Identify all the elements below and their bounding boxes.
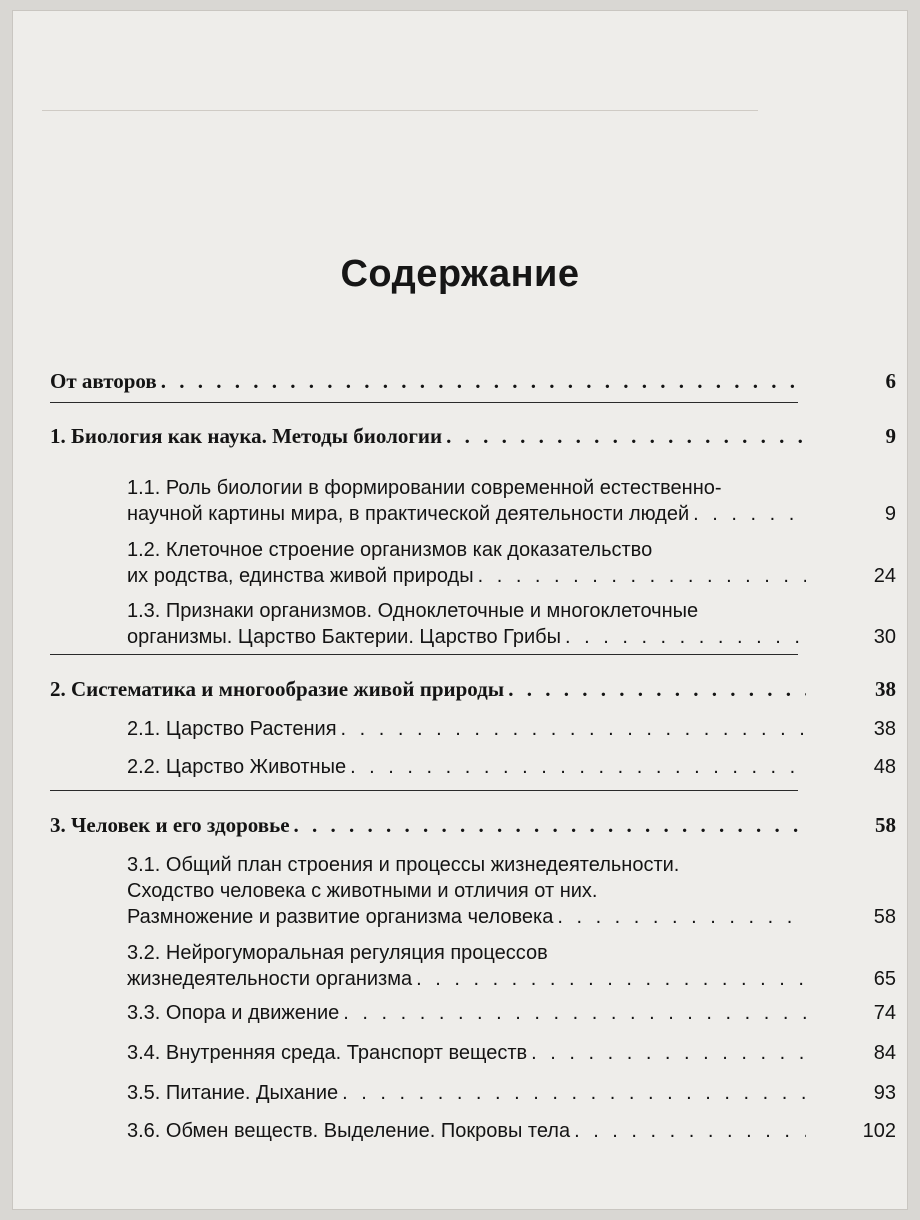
toc-page-number: 38 — [873, 718, 896, 740]
toc-entry-line — [127, 904, 806, 930]
toc-page-number: 58 — [875, 813, 896, 837]
dot-leader — [474, 563, 806, 589]
toc-entry-line — [127, 966, 806, 992]
dot-leader — [442, 423, 806, 449]
toc-entry-title: Размножение и развитие организма человека — [127, 906, 554, 928]
dot-leader — [339, 1000, 806, 1026]
toc-page-number: 38 — [875, 677, 896, 701]
toc-page-number: 9 — [885, 424, 896, 448]
toc-section-entry[interactable] — [50, 423, 896, 449]
dot-leader — [561, 624, 806, 650]
toc-entry-title: 1. Биология как наука. Методы биологии — [50, 424, 443, 448]
dot-leader — [504, 676, 806, 702]
toc-subsection-entry[interactable] — [127, 1040, 896, 1066]
toc-subsection-entry[interactable] — [127, 598, 896, 650]
toc-subsection-entry[interactable] — [127, 940, 896, 992]
toc-subsection-entry[interactable] — [127, 1080, 896, 1106]
dot-leader — [570, 1118, 806, 1144]
section-divider — [50, 654, 798, 655]
toc-entry-line — [127, 475, 806, 501]
toc-page-number: 65 — [873, 968, 896, 990]
toc-entry-title: 1.3. Признаки организмов. Одноклеточные и многоклеточные — [127, 600, 699, 622]
toc-entry-title: От авторов — [50, 369, 157, 393]
toc-section-entry[interactable] — [50, 676, 896, 702]
toc-page-number: 102 — [862, 1120, 896, 1142]
toc-page-number: 48 — [873, 756, 896, 778]
toc-entry-line — [127, 878, 806, 904]
toc-subsection-entry[interactable] — [127, 716, 896, 742]
dot-leader — [527, 1040, 806, 1066]
toc-entry-line — [127, 624, 806, 650]
toc-entry-line — [127, 537, 806, 563]
toc-page-number: 58 — [873, 906, 896, 928]
toc-entry-title: научной картины мира, в практической деятельности людей — [127, 503, 690, 525]
dot-leader — [689, 501, 806, 527]
toc-entry-line — [127, 940, 806, 966]
toc-subsection-entry[interactable] — [127, 537, 896, 589]
section-divider — [50, 402, 798, 403]
toc-entry-line — [127, 1000, 806, 1026]
toc-entry-title: жизнедеятельности организма — [127, 968, 413, 990]
dot-leader — [337, 716, 806, 742]
toc-entry-title: 3.1. Общий план строения и процессы жизнедеятельности. — [127, 854, 680, 876]
toc-page-number: 30 — [873, 626, 896, 648]
dot-leader — [157, 368, 806, 394]
toc-subsection-entry[interactable] — [127, 475, 896, 527]
toc-entry-line — [127, 716, 806, 742]
page-title: Содержание — [340, 253, 580, 295]
toc-entry-title: 2. Систематика и многообразие живой природы — [50, 677, 505, 701]
toc-section-entry[interactable] — [50, 812, 896, 838]
toc-entry-line — [50, 812, 806, 838]
toc-entry-title: 3. Человек и его здоровье — [50, 813, 290, 837]
toc-entry-title: 3.4. Внутренняя среда. Транспорт веществ — [127, 1042, 528, 1064]
toc-entry-title: организмы. Царство Бактерии. Царство Грибы — [127, 626, 561, 648]
dot-leader — [338, 1080, 806, 1106]
toc-entry-line — [50, 423, 806, 449]
section-divider — [50, 790, 798, 791]
toc-entry-title: их родства, единства живой природы — [127, 565, 474, 587]
toc-entry-line — [127, 852, 806, 878]
toc-entry-title: 3.6. Обмен веществ. Выделение. Покровы тела — [127, 1120, 571, 1142]
dot-leader — [290, 812, 806, 838]
toc-page-number: 24 — [873, 565, 896, 587]
toc-subsection-entry[interactable] — [127, 1000, 896, 1026]
toc-entry-title: 1.2. Клеточное строение организмов как доказательство — [127, 539, 653, 561]
dot-leader — [412, 966, 806, 992]
toc-entry-line — [50, 676, 806, 702]
toc-entry-line — [50, 368, 806, 394]
toc-subsection-entry[interactable] — [127, 852, 896, 930]
toc-entry-title: Сходство человека с животными и отличия от них. — [127, 880, 598, 902]
dot-leader — [346, 754, 806, 780]
toc-entry-line — [127, 1118, 806, 1144]
toc-page-number: 93 — [873, 1082, 896, 1104]
toc-entry-line — [127, 598, 806, 624]
toc-entry-title: 2.1. Царство Растения — [127, 718, 337, 740]
toc-subsection-entry[interactable] — [127, 754, 896, 780]
table-of-contents — [12, 10, 908, 1210]
toc-entry-title: 3.5. Питание. Дыхание — [127, 1082, 339, 1104]
toc-entry-line — [127, 501, 806, 527]
toc-entry-title: 3.3. Опора и движение — [127, 1002, 340, 1024]
toc-section-entry[interactable] — [50, 368, 896, 394]
dot-leader — [553, 904, 806, 930]
toc-page-number: 84 — [873, 1042, 896, 1064]
toc-subsection-entry[interactable] — [127, 1118, 896, 1144]
book-page — [12, 10, 908, 1210]
toc-entry-line — [127, 1080, 806, 1106]
toc-entry-line — [127, 563, 806, 589]
toc-entry-line — [127, 754, 806, 780]
toc-entry-title: 2.2. Царство Животные — [127, 756, 347, 778]
toc-page-number: 6 — [885, 369, 896, 393]
toc-entry-title: 3.2. Нейрогуморальная регуляция процессов — [127, 942, 548, 964]
toc-entry-line — [127, 1040, 806, 1066]
toc-entry-title: 1.1. Роль биологии в формировании современной естественно- — [127, 477, 722, 499]
toc-page-number: 9 — [884, 503, 896, 525]
toc-page-number: 74 — [873, 1002, 896, 1024]
